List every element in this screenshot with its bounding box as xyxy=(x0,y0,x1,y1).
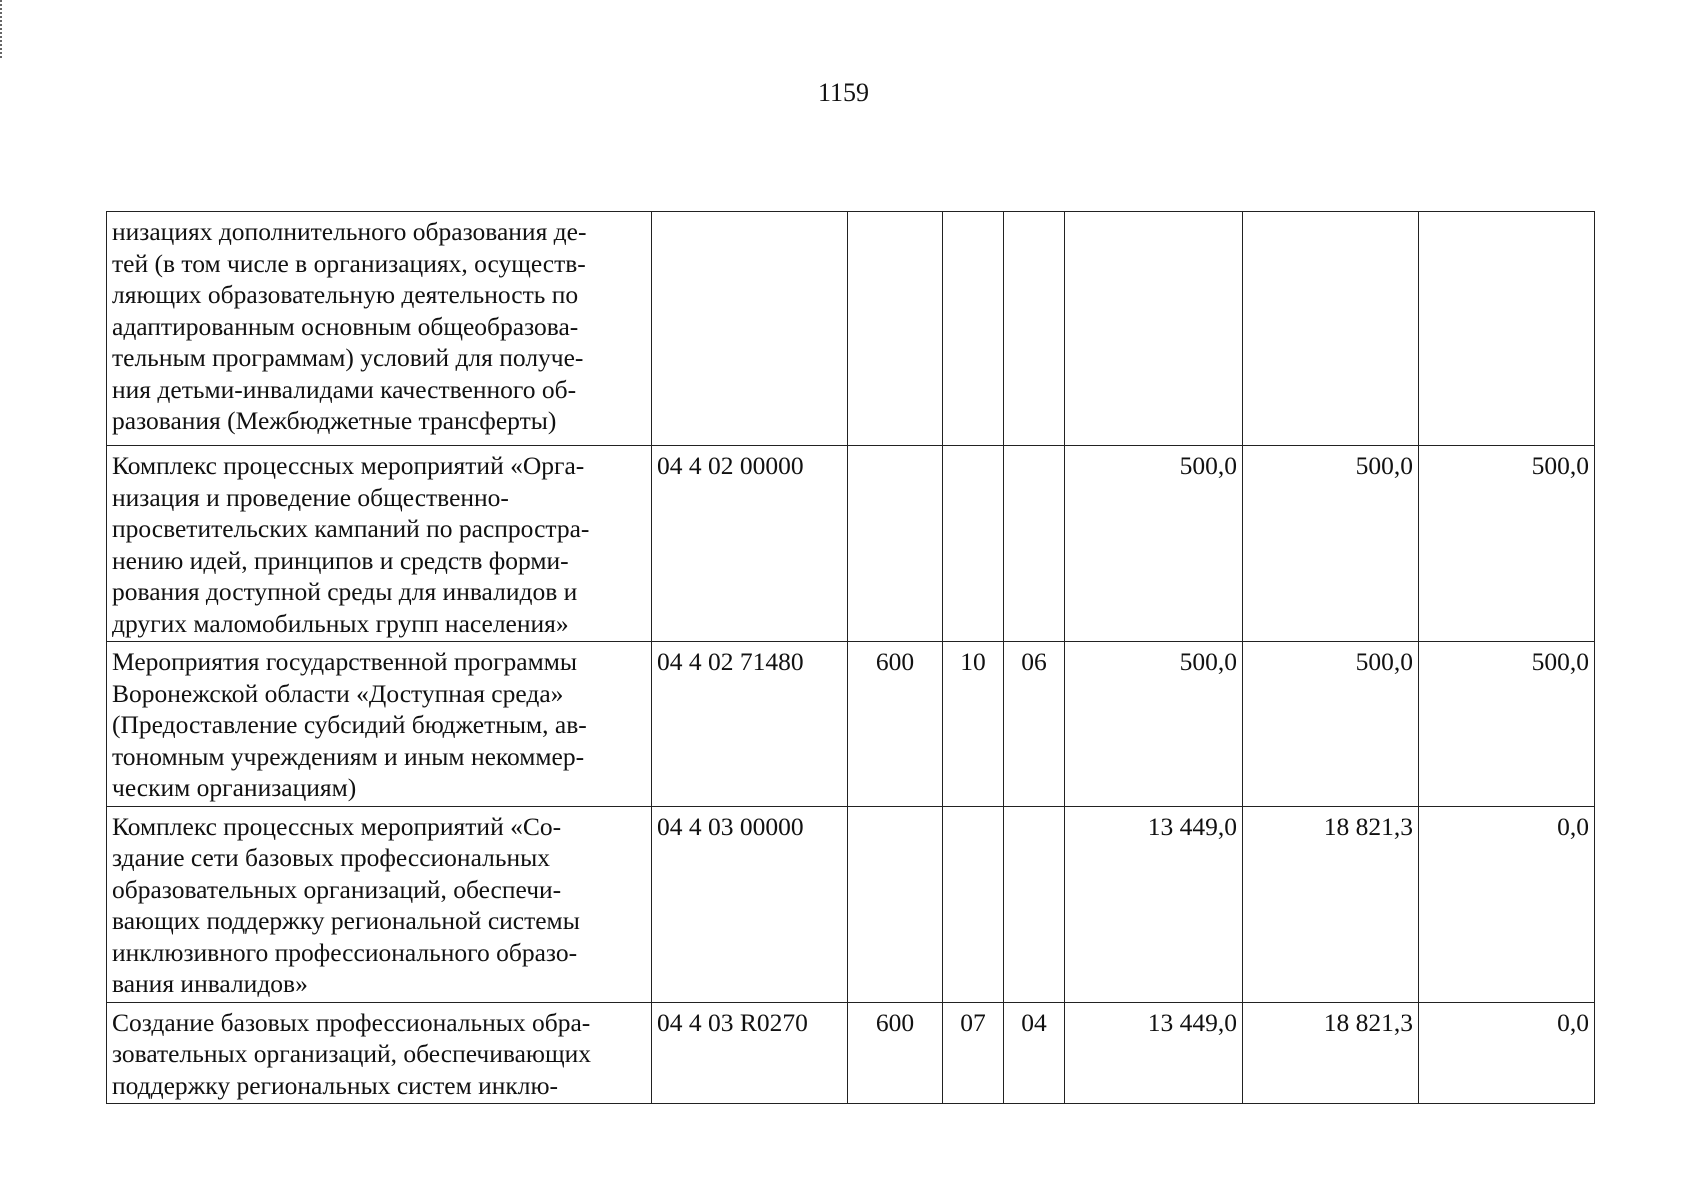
name-line: тономным учреждениям и иным некоммер- xyxy=(112,741,585,771)
cell-amount-year-1: 500,0 xyxy=(1065,446,1243,642)
cell-amount-year-2: 18 821,3 xyxy=(1243,1002,1419,1104)
name-line: низация и проведение общественно- xyxy=(112,482,509,512)
cell-program-code: 04 4 02 71480 xyxy=(652,642,848,807)
name-line: тельным программам) условий для получе- xyxy=(112,343,584,372)
name-line: образовательных организаций, обеспечи- xyxy=(112,874,562,904)
cell-subsection xyxy=(1004,446,1065,642)
cell-section xyxy=(943,446,1004,642)
name-line: вания инвалидов» xyxy=(112,969,308,998)
cell-item-name xyxy=(107,446,652,642)
cell-amount-year-3: 0,0 xyxy=(1419,806,1595,1002)
cell-subsection: 04 xyxy=(1004,1002,1065,1104)
table-row xyxy=(107,642,1595,807)
cell-amount-year-1: 13 449,0 xyxy=(1065,806,1243,1002)
name-line: Комплекс процессных мероприятий «Со- xyxy=(112,811,562,841)
name-line: тей (в том числе в организациях, осуществ- xyxy=(112,248,586,278)
name-line: Комплекс процессных мероприятий «Орга- xyxy=(112,451,585,480)
cell-subsection: 06 xyxy=(1004,642,1065,807)
name-line: низациях дополнительного образования де- xyxy=(112,217,587,246)
budget-table xyxy=(106,211,1595,1104)
cell-expense-type: 600 xyxy=(848,642,943,807)
cell-section: 10 xyxy=(943,642,1004,807)
cell-item-name xyxy=(107,806,652,1002)
name-line: здание сети базовых профессиональных xyxy=(112,843,550,872)
page-number: 1159 xyxy=(817,78,870,107)
cell-expense-type: 600 xyxy=(848,1002,943,1104)
name-line: адаптированным основным общеобразова- xyxy=(112,311,579,341)
cell-item-name xyxy=(107,642,652,807)
cell-item-name xyxy=(107,1002,652,1104)
name-line: ния детьми-инвалидами качественного об- xyxy=(112,374,577,404)
table-row xyxy=(107,806,1595,1002)
name-line: (Предоставление субсидий бюджетным, ав- xyxy=(112,710,587,739)
cell-section xyxy=(943,806,1004,1002)
scan-edge-mark xyxy=(0,0,4,58)
cell-subsection xyxy=(1004,212,1065,446)
name-line: Воронежской области «Доступная среда» xyxy=(112,678,564,708)
cell-amount-year-1 xyxy=(1065,212,1243,446)
cell-expense-type xyxy=(848,806,943,1002)
cell-amount-year-1: 500,0 xyxy=(1065,642,1243,807)
cell-amount-year-1: 13 449,0 xyxy=(1065,1002,1243,1104)
name-line: инклюзивного профессионального образо- xyxy=(112,937,578,967)
cell-amount-year-2: 500,0 xyxy=(1243,642,1419,807)
name-line: просветительских кампаний по распростра- xyxy=(112,514,590,543)
table-row xyxy=(107,446,1595,642)
cell-item-name xyxy=(107,212,652,446)
cell-program-code: 04 4 03 R0270 xyxy=(652,1002,848,1104)
cell-amount-year-3: 500,0 xyxy=(1419,642,1595,807)
cell-amount-year-2: 18 821,3 xyxy=(1243,806,1419,1002)
table-row xyxy=(107,1002,1595,1104)
name-line: вающих поддержку региональной системы xyxy=(112,906,580,935)
name-line: нению идей, принципов и средств форми- xyxy=(112,545,569,575)
name-line: ческим организациям) xyxy=(112,773,357,802)
name-line: разования (Межбюджетные трансферты) xyxy=(112,406,557,435)
name-line: ляющих образовательную деятельность по xyxy=(112,280,579,309)
cell-section: 07 xyxy=(943,1002,1004,1104)
cell-expense-type xyxy=(848,446,943,642)
name-line: поддержку региональных систем инклю- xyxy=(112,1070,559,1100)
name-line: зовательных организаций, обеспечивающих xyxy=(112,1039,591,1068)
cell-section xyxy=(943,212,1004,446)
cell-program-code: 04 4 02 00000 xyxy=(652,446,848,642)
cell-amount-year-3: 0,0 xyxy=(1419,1002,1595,1104)
cell-amount-year-3 xyxy=(1419,212,1595,446)
cell-subsection xyxy=(1004,806,1065,1002)
cell-amount-year-2: 500,0 xyxy=(1243,446,1419,642)
name-line: Мероприятия государственной программы xyxy=(112,647,578,676)
name-line: рования доступной среды для инвалидов и xyxy=(112,577,578,606)
cell-program-code xyxy=(652,212,848,446)
cell-amount-year-2 xyxy=(1243,212,1419,446)
name-line: Создание базовых профессиональных обра- xyxy=(112,1007,591,1037)
name-line: других маломобильных групп населения» xyxy=(112,608,569,638)
table-row xyxy=(107,212,1595,446)
cell-program-code: 04 4 03 00000 xyxy=(652,806,848,1002)
cell-amount-year-3: 500,0 xyxy=(1419,446,1595,642)
cell-expense-type xyxy=(848,212,943,446)
